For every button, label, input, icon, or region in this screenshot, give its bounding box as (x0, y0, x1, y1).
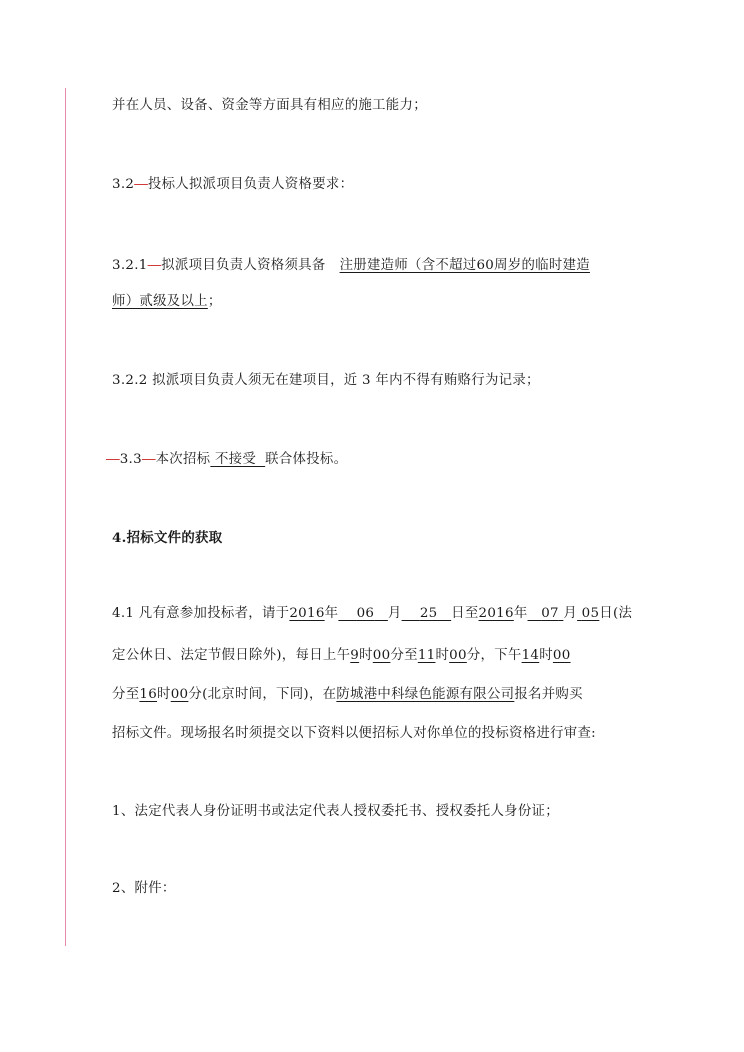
paragraph-4-1-line2: 定公休日、法定节假日除外)，每日上午9时00分至11时00分，下午14时00 (112, 648, 571, 663)
end-year: 2016 (478, 606, 514, 621)
paragraph-4-1-line4: 招标文件。现场报名时须提交以下资料以便招标人对你单位的投标资格进行审查: (112, 726, 596, 741)
paragraph-3-3: —3.3—本次招标 不接受 联合体投标。 (106, 452, 348, 467)
paragraph-4-1-line1: 4.1 凡有意参加投标者，请于2016年 06 月 25 日至2016年 07 月 05日(法 (112, 606, 633, 621)
section-heading-4: 4.招标文件的获取 (112, 530, 223, 546)
paragraph-capability: 并在人员、设备、资金等方面具有相应的施工能力； (112, 98, 427, 113)
paragraph-3-2-1: 3.2.1—拟派项目负责人资格须具备 注册建造师（含不超过60周岁的临时建造 (112, 258, 590, 273)
end-month: 07 (541, 606, 559, 621)
revision-mark: — (134, 177, 148, 192)
list-item-1: 1、法定代表人身份证明书或法定代表人授权委托书、授权委托人身份证； (112, 804, 559, 819)
revision-mark: — (141, 452, 156, 467)
paragraph-3-2: 3.2—投标人拟派项目负责人资格要求： (112, 177, 354, 192)
registration-place: 防城港中科绿色能源有限公司 (336, 687, 515, 702)
paragraph-3-2-2: 3.2.2 拟派项目负责人须无在建项目，近 3 年内不得有贿赂行为记录； (112, 373, 540, 388)
start-year: 2016 (289, 606, 325, 621)
end-day: 05 (581, 606, 600, 621)
revision-mark: — (147, 258, 162, 273)
start-month: 06 (356, 606, 375, 621)
paragraph-4-1-line3: 分至16时00分(北京时间，下同)，在防城港中科绿色能源有限公司报名并购买 (112, 687, 583, 702)
qualification-fill: 注册建造师（含不超过60周岁的临时建造 (339, 258, 590, 273)
margin-line (65, 88, 66, 946)
list-item-2: 2、附件： (112, 881, 176, 896)
start-day: 25 (419, 606, 438, 621)
revision-mark: — (106, 452, 120, 467)
paragraph-3-2-1-cont: 师）贰级及以上； (112, 294, 222, 309)
qualification-fill-cont: 师）贰级及以上 (112, 294, 208, 309)
consortium-fill: 不接受 (214, 452, 257, 467)
